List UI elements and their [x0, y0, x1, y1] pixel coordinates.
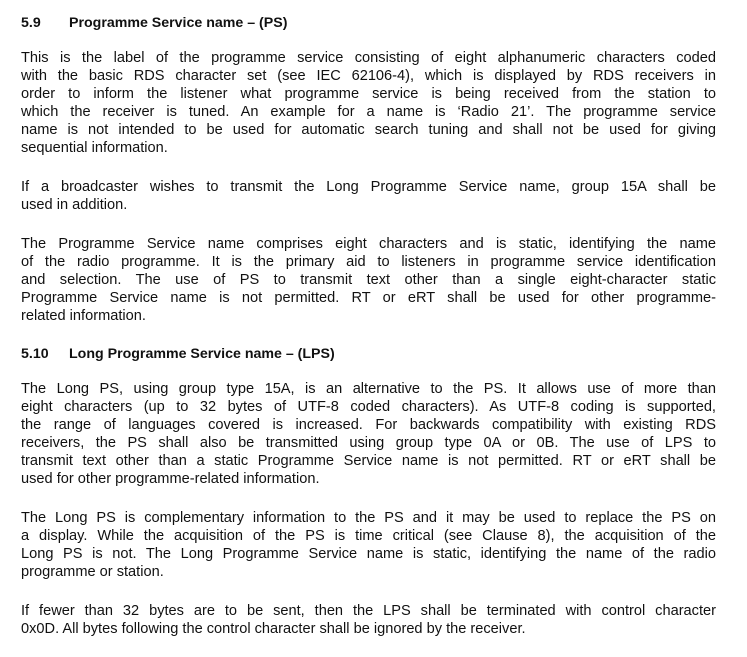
text-line: and selection. The use of PS to transmit text other than a single eight-character static: [21, 272, 716, 288]
text-line: of the radio programme. It is the primary aid to listeners in programme service identification: [21, 254, 716, 270]
text-line: This is the label of the programme service consisting of eight alphanumeric characters coded: [21, 50, 716, 66]
text-line: order to inform the listener what programme service is being received from the station to: [21, 86, 716, 102]
paragraph: [21, 509, 716, 581]
text-line: with the basic RDS character set (see IEC 62106-4), which is displayed by RDS receivers in: [21, 68, 716, 84]
text-line: a display. While the acquisition of the PS is time critical (see Clause 8), the acquisition of the: [21, 528, 716, 544]
text-line: eight characters (up to 32 bytes of UTF-8 coded characters). As UTF-8 coding is supported,: [21, 399, 716, 415]
text-line: used for other programme-related information.: [21, 471, 320, 487]
section-title: Long Programme Service name – (LPS): [69, 346, 335, 362]
section-title: Programme Service name – (PS): [69, 15, 288, 31]
paragraph: [21, 602, 716, 638]
text-line: The Programme Service name comprises eight characters and is static, identifying the name: [21, 236, 716, 252]
text-line: The Long PS is complementary information to the PS and it may be used to replace the PS on: [21, 510, 716, 526]
text-line: Long PS is not. The Long Programme Service name is static, identifying the name of the radio: [21, 546, 716, 562]
section-number: 5.10: [21, 346, 49, 362]
section-number: 5.9: [21, 15, 41, 31]
text-line: The Long PS, using group type 15A, is an alternative to the PS. It allows use of more than: [21, 381, 716, 397]
text-line: transmit text other than a static Programme Service name is not permitted. RT or eRT shall be: [21, 453, 716, 469]
section-heading-5-10: [21, 345, 716, 363]
text-line: If a broadcaster wishes to transmit the Long Programme Service name, group 15A shall be: [21, 179, 716, 195]
text-line: used in addition.: [21, 197, 128, 213]
text-line: programme or station.: [21, 564, 164, 580]
text-line: receivers, the PS shall also be transmitted using group type 0A or 0B. The use of LPS to: [21, 435, 716, 451]
text-line: 0x0D. All bytes following the control character shall be ignored by the receiver.: [21, 621, 526, 637]
paragraph: [21, 178, 716, 214]
text-line: sequential information.: [21, 140, 168, 156]
text-line: Programme Service name is not permitted. RT or eRT shall be used for other programme-: [21, 290, 716, 306]
text-line: name is not intended to be used for automatic search tuning and shall not be used for giving: [21, 122, 716, 138]
document-page: [21, 14, 716, 638]
text-line: the range of languages covered is increased. For backwards compatibility with existing RDS: [21, 417, 716, 433]
paragraph: [21, 235, 716, 325]
text-line: which the receiver is tuned. An example for a name is ‘Radio 21’. The programme service: [21, 104, 716, 120]
text-line: related information.: [21, 308, 146, 324]
section-heading-5-9: [21, 14, 716, 32]
paragraph: [21, 380, 716, 488]
text-line: If fewer than 32 bytes are to be sent, then the LPS shall be terminated with control character: [21, 603, 716, 619]
paragraph: [21, 49, 716, 157]
